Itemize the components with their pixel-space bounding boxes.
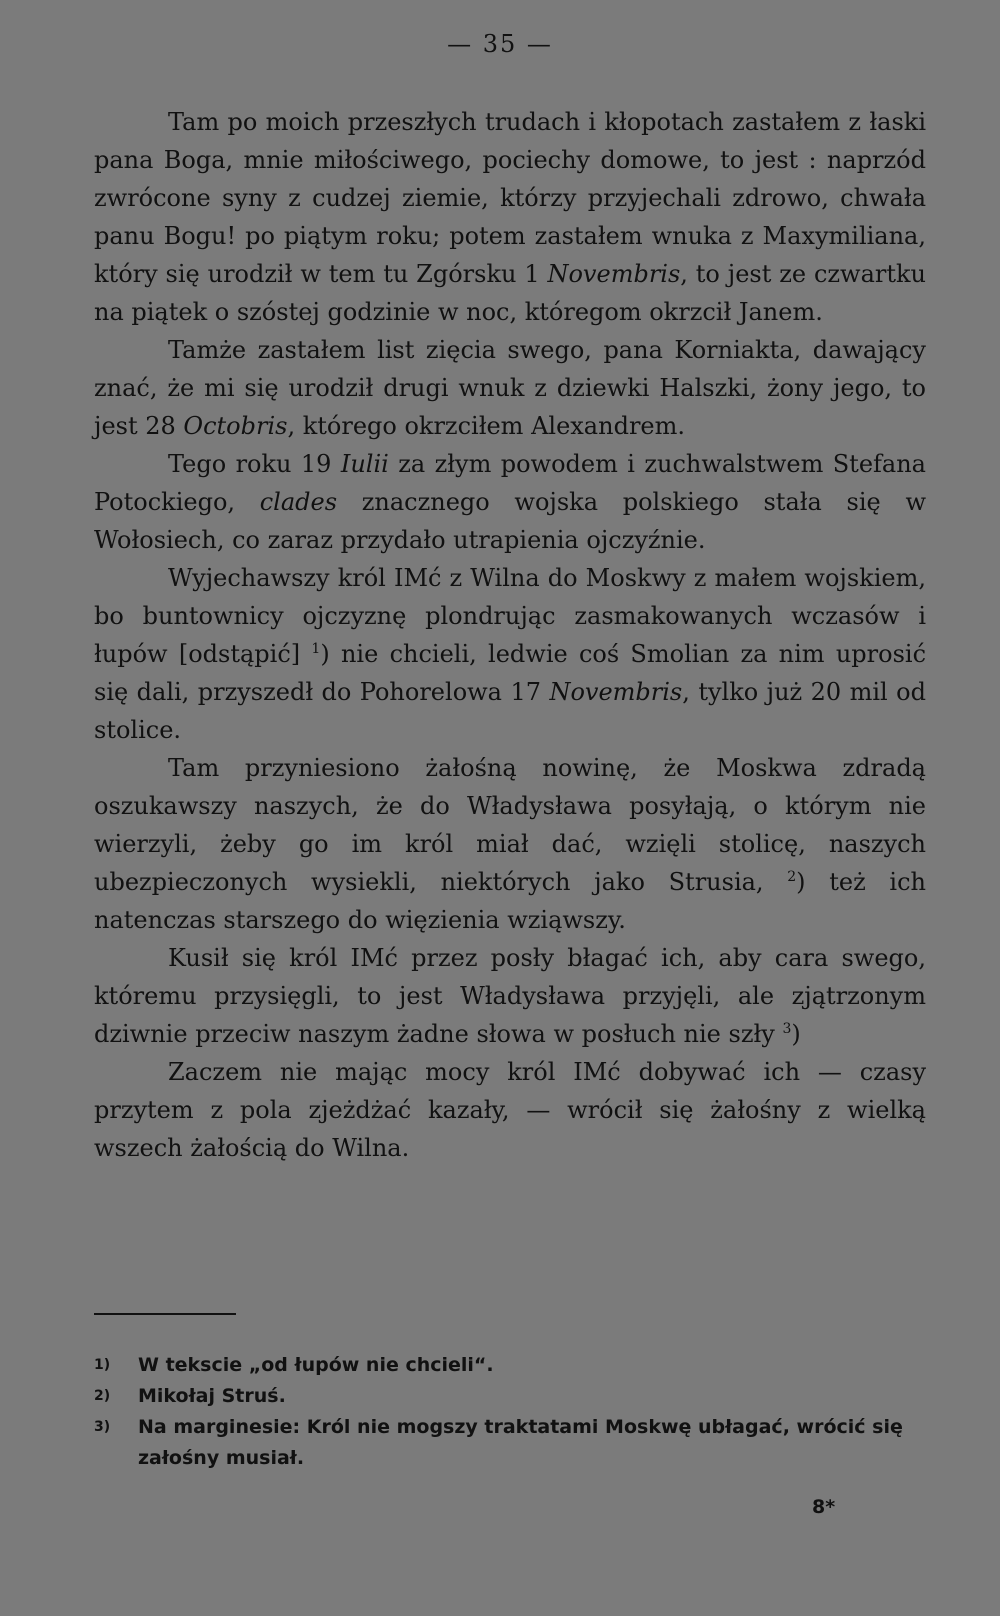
- footnote-mark: 1): [94, 1357, 111, 1373]
- paragraph: [94, 445, 926, 559]
- text-run: Tamże zastałem list zięcia swego, pana Korniakta, dawający znać, że mi się urodził drugi wnuk z dziewki Halszki, żony jego, to jest 28: [94, 336, 926, 440]
- italic-text: Iulii: [340, 450, 389, 478]
- body-text: [94, 103, 926, 1167]
- text-run: ) też ich natenczas starszego do więzienia wziąwszy.: [94, 868, 926, 934]
- text-run: Tego roku 19: [168, 450, 341, 478]
- footnote-mark: 2): [94, 1388, 111, 1404]
- text-run: Wyjechawszy król IMć z Wilna do Moskwy z małem wojskiem, bo buntownicy ojczyznę plondrując zasmakowanych wczasów i łupów [odstąpić]: [94, 564, 926, 668]
- footnote-ref: 2: [787, 869, 797, 885]
- italic-text: clades: [259, 488, 338, 516]
- paragraph: [94, 939, 926, 1053]
- text-run: ): [791, 1020, 801, 1048]
- paragraph: [94, 103, 926, 331]
- footnotes: [94, 1350, 926, 1474]
- footnote: [94, 1350, 926, 1381]
- footnote-ref: 3: [782, 1021, 792, 1037]
- footnote: [94, 1381, 926, 1412]
- text-run: Kusił się król IMć przez posły błagać ich, aby cara swego, któremu przysięgli, to jest Władysława przyjęli, ale zjątrzonym dziwnie przeciw naszym żadne słowa w posłuch nie szły: [94, 944, 926, 1048]
- printer-signature: 8*: [812, 1496, 836, 1518]
- footnote: [94, 1412, 926, 1474]
- paragraph: [94, 559, 926, 749]
- text-run: znacznego wojska polskiego stała się w Wołosiech, co zaraz przydało utrapienia ojczyźnie.: [94, 488, 926, 554]
- text-run: ) nie chcieli, ledwie coś Smolian za nim uprosić się dali, przyszedł do Pohorelowa 17: [94, 640, 927, 706]
- italic-text: Novembris: [549, 678, 683, 706]
- text-run: Tam po moich przeszłych trudach i kłopotach zastałem z łaski pana Boga, mnie miłościwego, pociechy domowe, to jest : naprzód zwrócone syny z cudzej ziemie, którzy przyjechali zdrowo, chwała panu Bogu! po piątym roku; potem zastałem wnuka z Maxymiliana, który się urodził w tem tu Zgórsku 1: [94, 108, 926, 288]
- italic-text: Octobris: [183, 412, 288, 440]
- text-run: , to jest ze czwartku na piątek o szóstej godzinie w noc, któregom okrzcił Janem.: [94, 260, 926, 326]
- paragraph: [94, 749, 926, 939]
- text-run: za złym powodem i zuchwalstwem Stefana Potockiego,: [94, 450, 926, 516]
- footnote-ref: 1: [311, 641, 321, 657]
- page-number: — 35 —: [447, 30, 553, 58]
- paragraph: [94, 1053, 926, 1167]
- footnote-text: Na marginesie: Król nie mogszy traktatami Moskwę ubłagać, wrócić się załośny musiał.: [138, 1416, 903, 1469]
- footnote-mark: 3): [94, 1419, 111, 1435]
- text-run: , tylko już 20 mil od stolice.: [94, 678, 926, 744]
- text-run: , którego okrzciłem Alexandrem.: [287, 412, 685, 440]
- text-run: Tam przyniesiono żałośną nowinę, że Moskwa zdradą oszukawszy naszych, że do Władysława posyłają, o którym nie wierzyli, żeby go im król miał dać, wzięli stolicę, naszych ubezpieczonych wysiekli, niektórych jako Strusia,: [94, 754, 926, 896]
- text-run: Zaczem nie mając mocy król IMć dobywać ich — czasy przytem z pola zjeżdżać kazały, — wrócił się żałośny z wielką wszech żałością do Wilna.: [94, 1058, 926, 1162]
- footnote-rule: [94, 1313, 236, 1315]
- paragraph: [94, 331, 926, 445]
- footnote-text: Mikołaj Struś.: [138, 1385, 286, 1407]
- italic-text: Novembris: [547, 260, 681, 288]
- footnote-text: W tekscie „od łupów nie chcieli“.: [138, 1354, 494, 1376]
